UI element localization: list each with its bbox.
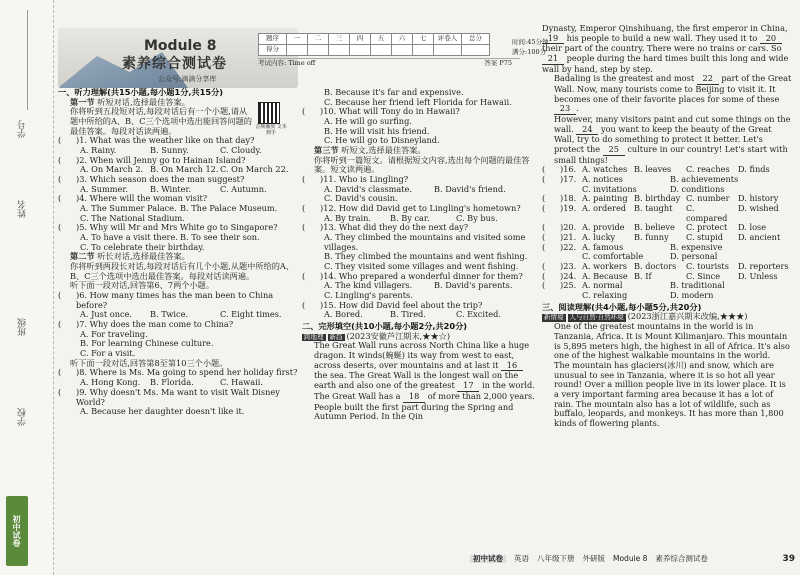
question-13-text: )13. What did they do the next day? — [320, 222, 469, 233]
option[interactable]: C. For a visit. — [80, 348, 136, 359]
option[interactable]: A. lucky — [582, 232, 616, 243]
blank-24[interactable]: 24 — [576, 125, 598, 136]
question-5-text: )5. Why will Mr and Mrs White go to Singapore? — [76, 222, 278, 233]
option[interactable]: B. Sunny. — [150, 145, 189, 156]
section-cloze-title: 二、完形填空(共10小题,每小题2分,共20分) — [302, 321, 468, 332]
score-header-cell: 五 — [371, 34, 392, 45]
passage-text: However, many visitors paint and cut some things on the wall. — [554, 114, 791, 134]
module-subtitle: 素养综合测试卷 — [122, 56, 227, 72]
option[interactable]: A. To have a visit there. — [80, 232, 178, 243]
question-15-options — [302, 310, 537, 320]
option[interactable]: A. watches — [582, 164, 628, 175]
option[interactable]: A. Because her daughter doesn't like it. — [80, 406, 245, 417]
part2-intro: 听长对话,选择最佳答案。 — [97, 251, 190, 262]
option[interactable]: A. notices — [582, 174, 623, 185]
score-header-cell: 四 — [350, 34, 371, 45]
margin-label-name: 姓名 — [18, 200, 28, 218]
score-header-cell: 一 — [287, 34, 308, 45]
subject-tag: 跨地理 — [304, 332, 324, 341]
option[interactable]: B. birthday — [634, 193, 681, 204]
choice-25 — [542, 281, 792, 291]
option[interactable]: C. comfortable — [582, 251, 644, 262]
score-cell[interactable] — [350, 45, 371, 56]
choice-number: )23. — [560, 261, 577, 272]
choice-number: )24. — [560, 270, 577, 281]
blank-20[interactable]: 20 — [760, 34, 782, 45]
option[interactable]: C. He will go to Disneyland. — [324, 135, 440, 146]
qr-caption: 音频播放 文本到手 — [255, 124, 287, 136]
reading-paragraph-1: One of the greatest mountains in the world is in Tanzania, Africa. It is Mount Kilimanjaro. This mountain is 5,895 meters high, the highest in all of Africa. It's also one of the highest walkable mountains in the world. — [554, 321, 790, 361]
answer-paren[interactable]: ( — [542, 203, 546, 214]
part3-title: 第三节 — [314, 145, 339, 156]
cloze-paragraph-2-cont — [542, 24, 792, 74]
option[interactable]: B. Because it's far and expensive. — [324, 87, 464, 97]
question-6-text: )6. How many times has the man been to China before? — [76, 290, 274, 310]
margin-label-school: 学校 — [18, 408, 28, 426]
score-cell[interactable] — [434, 45, 462, 56]
choice-number: )18. — [560, 193, 577, 204]
option[interactable]: C. To celebrate their birthday. — [80, 241, 205, 252]
option[interactable]: C. By bus. — [456, 212, 498, 223]
score-cell[interactable] — [413, 45, 434, 56]
blank-18[interactable]: 18 — [403, 392, 425, 403]
option[interactable]: A. famous — [582, 241, 624, 252]
option[interactable]: A. painting — [582, 193, 628, 204]
option[interactable]: B. The Palace Museum. — [180, 203, 278, 214]
option[interactable]: C. compared — [686, 203, 728, 223]
score-cell[interactable] — [287, 45, 308, 56]
option[interactable]: A. The Summer Palace. — [80, 203, 177, 214]
question-11: ( )11. Who is Lingling? — [302, 174, 409, 185]
option[interactable]: A. provide — [582, 222, 625, 233]
option[interactable]: A. Hong Kong. — [80, 377, 141, 388]
answer-paren[interactable]: ( — [58, 222, 62, 233]
question-7-text: )7. Why does the man come to China? — [76, 319, 234, 330]
column-2 — [302, 88, 537, 422]
score-row-label: 得分 — [259, 45, 287, 56]
cloze-paragraph-3 — [542, 74, 792, 115]
question-3-text: )3. Which season does the man suggest? — [76, 174, 245, 185]
binding-margin — [0, 0, 54, 575]
cloze-choices — [542, 165, 792, 300]
part2-listen1: 听下面一段对话,回答第6、7两个小题。 — [70, 280, 215, 291]
answer-paren[interactable]: ( — [542, 280, 546, 291]
answer-paren[interactable]: ( — [542, 164, 546, 175]
source-note: (2023安徽芦江期末,★★☆) — [346, 330, 451, 341]
option[interactable]: D. conditions — [670, 183, 725, 194]
module-title: Module 8 — [144, 38, 217, 54]
option[interactable]: B. taught — [634, 203, 673, 214]
page-number: 39 — [782, 553, 795, 564]
question-1-text: )1. What was the weather like on that day? — [76, 135, 255, 146]
exam-page — [58, 24, 793, 569]
question-15: ( )15. How did David feel about the trip? — [302, 299, 483, 310]
question-8-text: )8. Where is Ms. Ma going to spend her holiday first? — [76, 367, 298, 378]
exam-content: 考试内容: Time off — [258, 59, 316, 67]
option[interactable]: B. For learning Chinese culture. — [80, 338, 214, 349]
passage-text: The Great Wall runs across North China like a huge dragon. It winds(蜿蜒) its way from west to east, across deserts, over mountains and at last it — [314, 340, 530, 370]
question-15-text: )15. How did David feel about the trip? — [320, 299, 483, 310]
choice-number: )22. — [560, 241, 577, 252]
option[interactable]: C. reaches — [686, 164, 730, 175]
option[interactable]: A. The kind villagers. — [324, 280, 413, 291]
trend-tag: 新趋 — [329, 332, 343, 341]
score-cell[interactable] — [329, 45, 350, 56]
option[interactable]: B. Twice. — [150, 309, 189, 320]
part1-questions — [58, 136, 298, 252]
blank-23[interactable]: 23 — [554, 104, 576, 115]
option[interactable]: B. By car. — [390, 212, 430, 223]
page-footer — [470, 553, 795, 565]
option[interactable]: C. relaxing — [582, 290, 628, 301]
margin-label-class: 班级 — [18, 318, 28, 336]
choice-21 — [542, 233, 792, 243]
option[interactable]: D. wished — [738, 203, 779, 214]
question-6: ( )6. How many times has the man been to China before? — [58, 291, 298, 310]
option[interactable]: C. Cloudy. — [220, 145, 262, 156]
choice-number: )21. — [560, 232, 577, 243]
option[interactable]: A. Because — [582, 270, 628, 281]
option[interactable]: C. The National Stadium. — [80, 212, 185, 223]
option[interactable]: B. achievements — [670, 174, 739, 185]
answer-paren[interactable]: ( — [542, 232, 546, 243]
footer-edition: 外研版 — [582, 553, 605, 563]
question-14: ( )14. Who prepared a wonderful dinner for them? — [302, 270, 523, 281]
option[interactable]: C. Since — [686, 270, 721, 281]
option[interactable]: A. By train. — [324, 212, 371, 223]
answer-paren[interactable]: ( — [542, 261, 546, 272]
option[interactable]: A. Bored. — [324, 309, 363, 320]
score-header-cell: 七 — [413, 34, 434, 45]
question-4-text: )4. Where will the woman visit? — [76, 193, 208, 204]
passage-text: Dynasty, Emperor Qinshihuang, the first emperor in China, — [542, 23, 788, 33]
option[interactable]: B. funny — [634, 232, 669, 243]
column-1 — [58, 88, 298, 417]
choice-number: )16. — [560, 164, 577, 175]
option[interactable]: B. David's friend. — [434, 183, 506, 194]
option[interactable]: C. Lingling's parents. — [324, 290, 413, 301]
exam-content-bar — [258, 58, 520, 67]
score-header-cell: 二 — [308, 34, 329, 45]
passage-text: . — [576, 103, 579, 114]
option[interactable]: B. leaves — [634, 164, 672, 175]
question-10: ( )10. What will Tony do in Hawaii? — [302, 106, 460, 117]
choice-25-options-row2 — [542, 291, 792, 301]
choice-24 — [542, 272, 792, 282]
blank-22[interactable]: 22 — [697, 74, 719, 85]
option[interactable]: C. number — [686, 193, 730, 204]
option[interactable]: D. finds — [738, 164, 770, 175]
answer-paren[interactable]: ( — [58, 174, 62, 185]
blank-19[interactable]: 19 — [542, 34, 564, 45]
passage-text: culture in our country! Let's start with small things! — [554, 144, 788, 165]
option[interactable]: A. workers — [582, 261, 627, 272]
question-8: ( )8. Where is Ms. Ma going to spend her holiday first? — [58, 367, 298, 378]
option[interactable]: C. On March 22. — [220, 164, 289, 175]
choice-number: )17. — [560, 174, 577, 185]
part3-desc: 你将听到一篇短文。请根据短文内容,选出每个问题的最佳答案。短文读两遍。 — [314, 154, 530, 175]
option[interactable]: C. Hawaii. — [220, 377, 263, 388]
option[interactable]: D. ancient — [738, 232, 781, 243]
question-12-text: )12. How did David get to Lingling's hometown? — [320, 203, 521, 214]
option[interactable]: B. traditional — [670, 280, 725, 291]
option[interactable]: D. history — [738, 193, 779, 204]
part3-intro: 听短文,选择最佳答案。 — [341, 145, 426, 156]
answer-reference: 答案 P75 — [484, 59, 512, 67]
option[interactable]: B. Tired. — [390, 309, 426, 320]
option[interactable]: A. For traveling. — [80, 328, 148, 339]
answer-paren[interactable]: ( — [58, 154, 62, 165]
question-10-text: )10. What will Tony do in Hawaii? — [320, 106, 460, 117]
option[interactable]: C. protect — [686, 222, 728, 233]
passage-text: you want to keep the beauty of the Great Wall, try to do something to protect it better. Let's protect the — [554, 123, 772, 155]
margin-line — [27, 10, 28, 110]
answer-paren[interactable]: ( — [542, 222, 546, 233]
question-12: ( )12. How did David get to Lingling's hometown? — [302, 203, 521, 214]
full-score: 满分:100分 — [512, 47, 547, 56]
wechat-note: 公众号:滴滴分享库 — [158, 75, 217, 83]
option[interactable]: C. Eight times. — [220, 309, 282, 320]
score-header-cell: 六 — [392, 34, 413, 45]
source-note: (2023浙江嘉兴期末改编,★★★) — [627, 311, 748, 322]
exam-badge: 初中试卷 — [6, 496, 28, 566]
choice-number: )25. — [560, 280, 577, 291]
question-14-text: )14. Who prepared a wonderful dinner for them? — [320, 270, 523, 281]
option[interactable]: C. Autumn. — [220, 183, 267, 194]
passage-text: in the world. — [482, 380, 535, 391]
option[interactable]: B. Florida. — [150, 377, 194, 388]
choice-22 — [542, 243, 792, 253]
margin-label-student-id: 学号 — [18, 120, 28, 138]
option[interactable]: D. lose — [738, 222, 767, 233]
question-13: ( )13. What did they do the next day? — [302, 222, 469, 233]
choice-number: )20. — [560, 222, 577, 233]
context-tag: 新情境 — [544, 313, 564, 322]
option[interactable]: B. They climbed the mountains and went fishing. — [324, 251, 528, 262]
option[interactable]: C. stupid — [686, 232, 724, 243]
question-2-text: )2. When will Jenny go to Hainan Island? — [76, 154, 246, 165]
answer-paren[interactable]: ( — [58, 135, 62, 146]
option[interactable]: D. modern — [670, 290, 714, 301]
option[interactable]: A. Just once. — [80, 309, 133, 320]
theme-tag: 人与自然·自然环境 — [569, 313, 624, 322]
option[interactable]: A. ordered — [582, 203, 627, 214]
answer-paren[interactable]: ( — [542, 193, 546, 204]
part2-title: 第二节 — [70, 251, 95, 262]
part1-title: 第一节 — [70, 96, 95, 107]
part2-desc: 你将听到两段长对话,每段对话后有几个小题,从题中所给的A、B、C三个选项中选出最佳答案。每段对话读两遍。 — [70, 261, 294, 281]
option[interactable]: B. David's parents. — [434, 280, 513, 291]
option[interactable]: B. doctors — [634, 261, 677, 272]
cloze-paragraph-4 — [542, 115, 792, 165]
choice-17 — [542, 175, 792, 185]
answer-paren[interactable]: ( — [542, 241, 546, 252]
option[interactable]: A. normal — [582, 280, 623, 291]
passage-text: of more than 2,000 years. People built the first part during the Spring and Autumn Period. In the Qin — [314, 390, 535, 422]
option[interactable]: B. expensive — [670, 241, 723, 252]
option[interactable]: A. Rainy. — [80, 145, 117, 156]
option[interactable]: B. Winter. — [150, 183, 192, 194]
passage-text: part of the Great Wall. Now, many tourists come to Beijing to visit it. It becomes one of their favorite places for some of these — [554, 73, 792, 104]
answer-paren[interactable]: ( — [542, 270, 546, 281]
score-header-cell: 三 — [329, 34, 350, 45]
option[interactable]: D. Unless — [738, 270, 778, 281]
question-11-text: )11. Who is Lingling? — [320, 174, 409, 185]
score-cell[interactable] — [392, 45, 413, 56]
section-reading-title: 三、阅读理解(共4小题,每小题5分,共20分) — [542, 301, 702, 312]
passage-text: the sea. The Great Wall is the longest wall on the earth and also one of the greatest — [314, 370, 519, 391]
footer-tag: 初中试卷 — [470, 555, 506, 564]
reading-paragraph-2: The mountain has glaciers(冰川) and snow, which are unusual to see in Tanzania, where it is so hot all year round! Over a million people live in its lower place. It is a very important farming area because it has a lot of rain. The mountain also has a lot of wildlife, such as buffalo, leopards, and monkeys. It has more than 1,800 kinds of flowering plants. — [554, 359, 786, 428]
option[interactable]: C. Because her friend left Florida for Hawaii. — [324, 96, 512, 107]
blank-16[interactable]: 16 — [501, 361, 523, 372]
column-3 — [542, 24, 792, 429]
score-cell[interactable] — [371, 45, 392, 56]
footer-module: Module 8 — [613, 553, 648, 563]
question-9-text: )9. Why doesn't Ms. Ma want to visit Walt Disney World? — [76, 386, 280, 407]
option[interactable]: C. Excited. — [456, 309, 501, 320]
option[interactable]: A. He will go surfing. — [324, 116, 412, 127]
option[interactable]: D. personal — [670, 251, 718, 262]
option[interactable]: A. On March 2. — [80, 164, 144, 175]
passage-text: their part of the country. There were no trains or cars. So — [542, 43, 782, 54]
passage-text: people during the hard times built this long and wide wall by hand, step by step. — [542, 53, 789, 74]
option[interactable]: A. They climbed the mountains and visited some villages. — [324, 232, 526, 252]
choice-16 — [542, 165, 792, 175]
blank-17[interactable]: 17 — [457, 381, 479, 392]
option[interactable]: C. invitations — [582, 183, 637, 194]
blank-21[interactable]: 21 — [542, 54, 564, 65]
cloze-paragraph-1 — [302, 341, 537, 391]
score-header-cell: 评卷人 — [434, 34, 462, 45]
footer-subject: 英语 — [514, 553, 529, 563]
part2-listen2: 听下面一段对话,回答第8至第10三个小题。 — [70, 357, 228, 368]
option[interactable]: C. They visited some villages and went fishing. — [324, 261, 519, 272]
time-limit: 时间:45分钟 — [512, 38, 549, 46]
qr-code[interactable] — [258, 102, 280, 124]
score-header-cell: 总分 — [462, 34, 490, 45]
footer-test: 素养综合测试卷 — [655, 553, 708, 563]
option[interactable]: B. To see their son. — [180, 232, 260, 243]
score-table — [258, 33, 490, 56]
choice-number: )19. — [560, 203, 577, 214]
answer-paren[interactable]: ( — [542, 174, 546, 185]
passage-text: The Great Wall has a — [314, 390, 401, 401]
passage-text: Badaling is the greatest and most — [554, 73, 695, 84]
score-cell[interactable] — [462, 45, 490, 56]
option[interactable]: C. David's cousin. — [324, 193, 398, 204]
choice-19 — [542, 204, 792, 223]
cloze-paragraph-2 — [302, 392, 537, 422]
answer-paren[interactable]: ( — [58, 193, 62, 204]
part1-desc: 你将听到五段短对话,每段对话后有一个小题,请从题中所给的A、B、C三个选项中选出能回答问题的最佳答案。每段对话读两遍。 — [70, 106, 252, 136]
footer-grade: 八年级下册 — [537, 553, 575, 563]
question-7: ( )7. Why does the man come to China? — [58, 319, 234, 330]
option[interactable]: D. reporters — [738, 261, 789, 272]
passage-text: his people to build a new wall. They used it to — [566, 32, 758, 43]
option[interactable]: B. If — [634, 270, 652, 281]
option[interactable]: A. David's classmate. — [324, 183, 412, 194]
question-9: ( )9. Why doesn't Ms. Ma want to visit Walt Disney World? — [58, 388, 298, 407]
option[interactable]: B. He will visit his friend. — [324, 125, 430, 136]
score-header-cell: 题序 — [259, 34, 287, 45]
option[interactable]: C. tourists — [686, 261, 729, 272]
score-cell[interactable] — [308, 45, 329, 56]
option[interactable]: B. On March 12. — [150, 164, 219, 175]
section-listening-title: 一、听力理解(共15小题,每小题1分,共15分) — [58, 87, 224, 97]
part1-intro: 听短对话,选择最佳答案。 — [97, 96, 190, 107]
option[interactable]: A. Summer. — [80, 183, 128, 194]
blank-25[interactable]: 25 — [603, 145, 625, 156]
option[interactable]: B. believe — [634, 222, 675, 233]
